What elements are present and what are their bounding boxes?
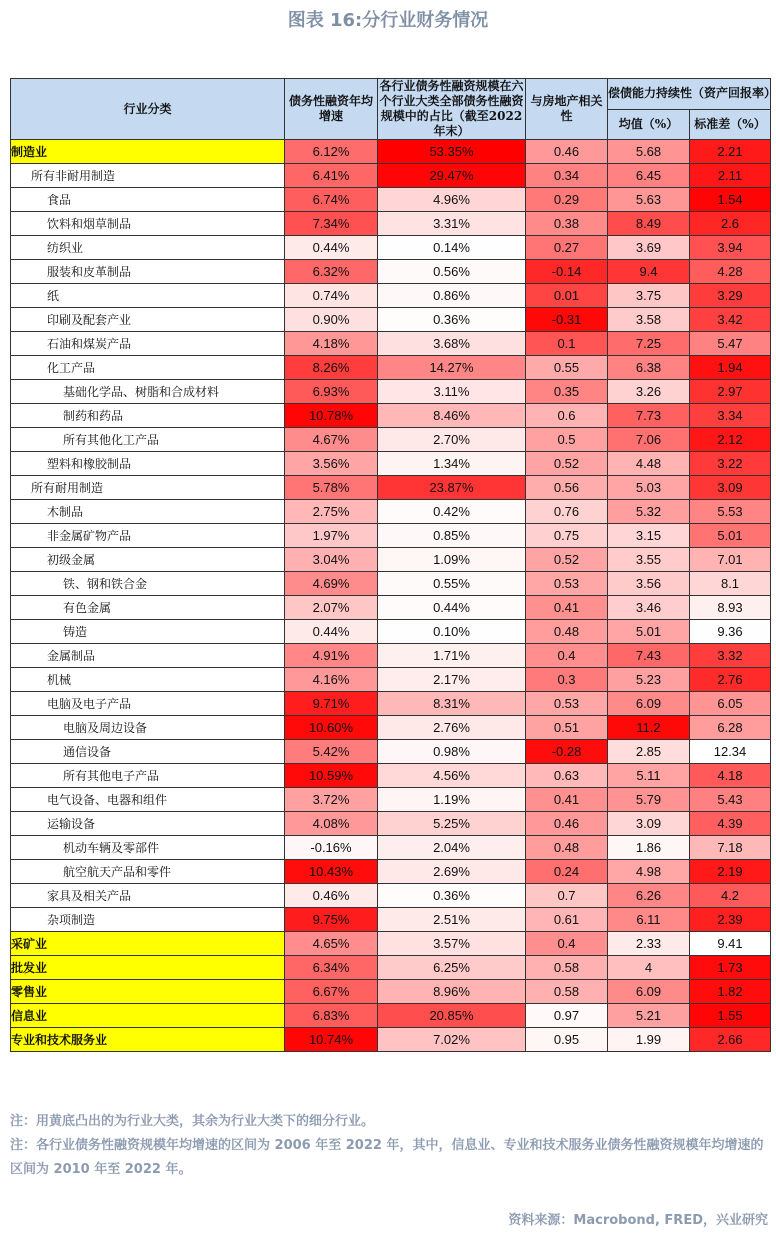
cell-mean: 7.06 bbox=[608, 428, 690, 452]
cell-share: 1.34% bbox=[378, 452, 526, 476]
header-std: 标准差（%） bbox=[690, 109, 771, 140]
cell-growth: 7.34% bbox=[285, 212, 378, 236]
header-solvency: 偿债能力持续性（资产回报率） bbox=[608, 79, 771, 110]
cell-std: 2.76 bbox=[690, 668, 771, 692]
cell-mean: 3.46 bbox=[608, 596, 690, 620]
cell-share: 1.19% bbox=[378, 788, 526, 812]
cell-mean: 2.85 bbox=[608, 740, 690, 764]
industry-name: 制药和药品 bbox=[11, 404, 285, 428]
cell-mean: 5.32 bbox=[608, 500, 690, 524]
cell-share: 14.27% bbox=[378, 356, 526, 380]
cell-growth: 2.75% bbox=[285, 500, 378, 524]
header-mean: 均值（%） bbox=[608, 109, 690, 140]
notes bbox=[10, 1110, 770, 1182]
table-row bbox=[11, 164, 771, 188]
cell-share: 2.76% bbox=[378, 716, 526, 740]
cell-mean: 3.55 bbox=[608, 548, 690, 572]
table-row bbox=[11, 284, 771, 308]
cell-growth: 2.07% bbox=[285, 596, 378, 620]
cell-mean: 4.48 bbox=[608, 452, 690, 476]
table-row bbox=[11, 860, 771, 884]
cell-corr: 0.7 bbox=[526, 884, 608, 908]
cell-corr: 0.55 bbox=[526, 356, 608, 380]
cell-corr: -0.14 bbox=[526, 260, 608, 284]
cell-mean: 5.01 bbox=[608, 620, 690, 644]
cell-mean: 3.09 bbox=[608, 812, 690, 836]
cell-growth: 4.65% bbox=[285, 932, 378, 956]
cell-corr: 0.24 bbox=[526, 860, 608, 884]
cell-share: 3.57% bbox=[378, 932, 526, 956]
cell-share: 8.31% bbox=[378, 692, 526, 716]
cell-corr: 0.01 bbox=[526, 284, 608, 308]
table-row bbox=[11, 572, 771, 596]
industry-name: 机动车辆及零部件 bbox=[11, 836, 285, 860]
cell-corr: 0.41 bbox=[526, 788, 608, 812]
cell-share: 0.44% bbox=[378, 596, 526, 620]
cell-corr: 0.38 bbox=[526, 212, 608, 236]
cell-share: 7.02% bbox=[378, 1028, 526, 1052]
cell-corr: 0.5 bbox=[526, 428, 608, 452]
cell-growth: 0.46% bbox=[285, 884, 378, 908]
cell-corr: 0.56 bbox=[526, 476, 608, 500]
cell-growth: 6.93% bbox=[285, 380, 378, 404]
cell-mean: 3.75 bbox=[608, 284, 690, 308]
table-row bbox=[11, 476, 771, 500]
table-row bbox=[11, 932, 771, 956]
cell-share: 2.04% bbox=[378, 836, 526, 860]
cell-growth: 9.71% bbox=[285, 692, 378, 716]
table-row bbox=[11, 812, 771, 836]
cell-mean: 6.38 bbox=[608, 356, 690, 380]
industry-name: 制造业 bbox=[11, 140, 285, 164]
cell-mean: 3.15 bbox=[608, 524, 690, 548]
table-row bbox=[11, 764, 771, 788]
cell-growth: 6.41% bbox=[285, 164, 378, 188]
cell-share: 0.86% bbox=[378, 284, 526, 308]
cell-mean: 5.21 bbox=[608, 1004, 690, 1028]
cell-std: 1.82 bbox=[690, 980, 771, 1004]
cell-corr: 0.35 bbox=[526, 380, 608, 404]
cell-mean: 11.2 bbox=[608, 716, 690, 740]
industry-name: 铸造 bbox=[11, 620, 285, 644]
table-row bbox=[11, 212, 771, 236]
cell-growth: 1.97% bbox=[285, 524, 378, 548]
cell-std: 3.29 bbox=[690, 284, 771, 308]
cell-growth: 10.59% bbox=[285, 764, 378, 788]
cell-mean: 5.68 bbox=[608, 140, 690, 164]
cell-std: 3.22 bbox=[690, 452, 771, 476]
cell-growth: 3.56% bbox=[285, 452, 378, 476]
cell-corr: 0.52 bbox=[526, 452, 608, 476]
cell-share: 23.87% bbox=[378, 476, 526, 500]
industry-name: 批发业 bbox=[11, 956, 285, 980]
cell-growth: 10.43% bbox=[285, 860, 378, 884]
cell-share: 5.25% bbox=[378, 812, 526, 836]
table-row bbox=[11, 980, 771, 1004]
industry-name: 铁、钢和铁合金 bbox=[11, 572, 285, 596]
table-row bbox=[11, 620, 771, 644]
cell-corr: 0.48 bbox=[526, 836, 608, 860]
table-row bbox=[11, 836, 771, 860]
industry-name: 饮料和烟草制品 bbox=[11, 212, 285, 236]
cell-corr: 0.41 bbox=[526, 596, 608, 620]
cell-mean: 3.58 bbox=[608, 308, 690, 332]
cell-growth: 10.74% bbox=[285, 1028, 378, 1052]
cell-std: 2.97 bbox=[690, 380, 771, 404]
industry-name: 基础化学品、树脂和合成材料 bbox=[11, 380, 285, 404]
cell-mean: 1.86 bbox=[608, 836, 690, 860]
header-corr: 与房地产相关性 bbox=[526, 79, 608, 140]
cell-std: 5.53 bbox=[690, 500, 771, 524]
table-row bbox=[11, 788, 771, 812]
cell-std: 6.05 bbox=[690, 692, 771, 716]
cell-share: 2.69% bbox=[378, 860, 526, 884]
cell-growth: 5.78% bbox=[285, 476, 378, 500]
cell-growth: -0.16% bbox=[285, 836, 378, 860]
table-row bbox=[11, 140, 771, 164]
industry-name: 食品 bbox=[11, 188, 285, 212]
industry-name: 所有非耐用制造 bbox=[11, 164, 285, 188]
cell-mean: 6.45 bbox=[608, 164, 690, 188]
industry-name: 航空航天产品和零件 bbox=[11, 860, 285, 884]
industry-name: 纺织业 bbox=[11, 236, 285, 260]
cell-share: 3.31% bbox=[378, 212, 526, 236]
cell-std: 7.18 bbox=[690, 836, 771, 860]
cell-mean: 6.11 bbox=[608, 908, 690, 932]
industry-name: 通信设备 bbox=[11, 740, 285, 764]
cell-std: 3.32 bbox=[690, 644, 771, 668]
cell-std: 1.73 bbox=[690, 956, 771, 980]
table-row bbox=[11, 452, 771, 476]
cell-growth: 6.74% bbox=[285, 188, 378, 212]
table-row bbox=[11, 740, 771, 764]
cell-std: 8.93 bbox=[690, 596, 771, 620]
industry-name: 电脑及周边设备 bbox=[11, 716, 285, 740]
table-row bbox=[11, 236, 771, 260]
cell-corr: 0.76 bbox=[526, 500, 608, 524]
cell-std: 5.43 bbox=[690, 788, 771, 812]
cell-share: 0.42% bbox=[378, 500, 526, 524]
cell-corr: 0.6 bbox=[526, 404, 608, 428]
industry-name: 化工产品 bbox=[11, 356, 285, 380]
cell-share: 3.68% bbox=[378, 332, 526, 356]
cell-growth: 0.90% bbox=[285, 308, 378, 332]
industry-name: 有色金属 bbox=[11, 596, 285, 620]
table-row bbox=[11, 548, 771, 572]
table-row bbox=[11, 308, 771, 332]
industry-name: 杂项制造 bbox=[11, 908, 285, 932]
cell-share: 2.51% bbox=[378, 908, 526, 932]
cell-corr: 0.48 bbox=[526, 620, 608, 644]
cell-mean: 4.98 bbox=[608, 860, 690, 884]
industry-name: 所有其他电子产品 bbox=[11, 764, 285, 788]
cell-corr: 0.97 bbox=[526, 1004, 608, 1028]
cell-growth: 4.08% bbox=[285, 812, 378, 836]
cell-share: 8.96% bbox=[378, 980, 526, 1004]
industry-name: 石油和煤炭产品 bbox=[11, 332, 285, 356]
cell-mean: 1.99 bbox=[608, 1028, 690, 1052]
cell-growth: 6.32% bbox=[285, 260, 378, 284]
cell-growth: 3.04% bbox=[285, 548, 378, 572]
cell-corr: 0.46 bbox=[526, 140, 608, 164]
cell-corr: 0.51 bbox=[526, 716, 608, 740]
table-row bbox=[11, 668, 771, 692]
cell-std: 3.94 bbox=[690, 236, 771, 260]
industry-name: 服装和皮革制品 bbox=[11, 260, 285, 284]
cell-corr: 0.27 bbox=[526, 236, 608, 260]
table-row bbox=[11, 596, 771, 620]
industry-financial-table bbox=[10, 78, 776, 1052]
table-row bbox=[11, 380, 771, 404]
industry-name: 专业和技术服务业 bbox=[11, 1028, 285, 1052]
cell-corr: 0.4 bbox=[526, 644, 608, 668]
cell-share: 3.11% bbox=[378, 380, 526, 404]
cell-growth: 6.12% bbox=[285, 140, 378, 164]
cell-growth: 4.16% bbox=[285, 668, 378, 692]
cell-mean: 4 bbox=[608, 956, 690, 980]
cell-share: 1.09% bbox=[378, 548, 526, 572]
cell-share: 0.56% bbox=[378, 260, 526, 284]
cell-share: 1.71% bbox=[378, 644, 526, 668]
cell-share: 0.36% bbox=[378, 884, 526, 908]
cell-corr: 0.34 bbox=[526, 164, 608, 188]
table-row bbox=[11, 428, 771, 452]
cell-share: 4.56% bbox=[378, 764, 526, 788]
cell-mean: 9.4 bbox=[608, 260, 690, 284]
table-row bbox=[11, 908, 771, 932]
cell-std: 3.34 bbox=[690, 404, 771, 428]
source-line: 资料来源：Macrobond, FRED，兴业研究 bbox=[508, 1213, 768, 1228]
cell-share: 8.46% bbox=[378, 404, 526, 428]
cell-mean: 7.25 bbox=[608, 332, 690, 356]
cell-std: 1.54 bbox=[690, 188, 771, 212]
cell-growth: 6.67% bbox=[285, 980, 378, 1004]
cell-std: 2.66 bbox=[690, 1028, 771, 1052]
cell-std: 4.28 bbox=[690, 260, 771, 284]
cell-share: 0.14% bbox=[378, 236, 526, 260]
cell-std: 9.36 bbox=[690, 620, 771, 644]
industry-name: 塑料和橡胶制品 bbox=[11, 452, 285, 476]
note-1: 注：用黄底凸出的为行业大类，其余为行业大类下的细分行业。 bbox=[10, 1114, 375, 1129]
cell-std: 4.2 bbox=[690, 884, 771, 908]
cell-std: 1.55 bbox=[690, 1004, 771, 1028]
cell-share: 0.55% bbox=[378, 572, 526, 596]
table-row bbox=[11, 332, 771, 356]
cell-corr: 0.29 bbox=[526, 188, 608, 212]
table-row bbox=[11, 884, 771, 908]
cell-corr: 0.63 bbox=[526, 764, 608, 788]
cell-std: 8.1 bbox=[690, 572, 771, 596]
cell-growth: 4.67% bbox=[285, 428, 378, 452]
cell-growth: 10.78% bbox=[285, 404, 378, 428]
industry-name: 家具及相关产品 bbox=[11, 884, 285, 908]
cell-growth: 5.42% bbox=[285, 740, 378, 764]
cell-share: 29.47% bbox=[378, 164, 526, 188]
industry-name: 金属制品 bbox=[11, 644, 285, 668]
industry-name: 机械 bbox=[11, 668, 285, 692]
industry-name: 运输设备 bbox=[11, 812, 285, 836]
header-growth: 债务性融资年均增速 bbox=[285, 79, 378, 140]
cell-share: 53.35% bbox=[378, 140, 526, 164]
cell-std: 2.11 bbox=[690, 164, 771, 188]
cell-corr: 0.75 bbox=[526, 524, 608, 548]
industry-name: 印刷及配套产业 bbox=[11, 308, 285, 332]
cell-std: 2.19 bbox=[690, 860, 771, 884]
cell-share: 20.85% bbox=[378, 1004, 526, 1028]
cell-corr: 0.46 bbox=[526, 812, 608, 836]
cell-std: 5.47 bbox=[690, 332, 771, 356]
cell-std: 4.39 bbox=[690, 812, 771, 836]
cell-mean: 2.33 bbox=[608, 932, 690, 956]
cell-corr: 0.58 bbox=[526, 956, 608, 980]
header-industry: 行业分类 bbox=[11, 79, 285, 140]
cell-share: 6.25% bbox=[378, 956, 526, 980]
table-row bbox=[11, 404, 771, 428]
cell-growth: 4.69% bbox=[285, 572, 378, 596]
cell-std: 1.94 bbox=[690, 356, 771, 380]
cell-std: 2.6 bbox=[690, 212, 771, 236]
cell-corr: 0.58 bbox=[526, 980, 608, 1004]
figure-title: 图表 16:分行业财务情况 bbox=[287, 10, 489, 31]
table-row bbox=[11, 260, 771, 284]
cell-growth: 3.72% bbox=[285, 788, 378, 812]
table-row bbox=[11, 356, 771, 380]
industry-name: 采矿业 bbox=[11, 932, 285, 956]
cell-corr: 0.4 bbox=[526, 932, 608, 956]
cell-std: 7.01 bbox=[690, 548, 771, 572]
industry-name: 电脑及电子产品 bbox=[11, 692, 285, 716]
cell-mean: 6.09 bbox=[608, 692, 690, 716]
cell-mean: 5.11 bbox=[608, 764, 690, 788]
cell-std: 12.34 bbox=[690, 740, 771, 764]
cell-share: 2.17% bbox=[378, 668, 526, 692]
table-row bbox=[11, 500, 771, 524]
industry-name: 所有耐用制造 bbox=[11, 476, 285, 500]
industry-name: 非金属矿物产品 bbox=[11, 524, 285, 548]
industry-name: 信息业 bbox=[11, 1004, 285, 1028]
cell-growth: 8.26% bbox=[285, 356, 378, 380]
cell-corr: 0.1 bbox=[526, 332, 608, 356]
cell-growth: 6.34% bbox=[285, 956, 378, 980]
industry-name: 初级金属 bbox=[11, 548, 285, 572]
cell-share: 0.36% bbox=[378, 308, 526, 332]
cell-growth: 6.83% bbox=[285, 1004, 378, 1028]
cell-mean: 8.49 bbox=[608, 212, 690, 236]
cell-mean: 7.43 bbox=[608, 644, 690, 668]
cell-std: 3.09 bbox=[690, 476, 771, 500]
cell-mean: 3.56 bbox=[608, 572, 690, 596]
table-row bbox=[11, 716, 771, 740]
cell-share: 0.85% bbox=[378, 524, 526, 548]
table-row bbox=[11, 188, 771, 212]
cell-std: 4.18 bbox=[690, 764, 771, 788]
cell-corr: 0.3 bbox=[526, 668, 608, 692]
cell-corr: 0.53 bbox=[526, 692, 608, 716]
cell-corr: 0.95 bbox=[526, 1028, 608, 1052]
cell-share: 0.10% bbox=[378, 620, 526, 644]
cell-corr: 0.53 bbox=[526, 572, 608, 596]
cell-mean: 5.79 bbox=[608, 788, 690, 812]
cell-growth: 4.91% bbox=[285, 644, 378, 668]
table-row bbox=[11, 644, 771, 668]
cell-mean: 5.23 bbox=[608, 668, 690, 692]
table-row bbox=[11, 692, 771, 716]
cell-share: 2.70% bbox=[378, 428, 526, 452]
cell-std: 6.28 bbox=[690, 716, 771, 740]
note-2: 注：各行业债务性融资规模年均增速的区间为 2006 年至 2022 年，其中，信息业、专业和技术服务业债务性融资规模年均增速的区间为 2010 年至 2022 年。 bbox=[10, 1138, 764, 1177]
cell-std: 2.21 bbox=[690, 140, 771, 164]
header-share: 各行业债务性融资规模在六个行业大类全部债务性融资规模中的占比（截至2022年末） bbox=[379, 79, 524, 138]
cell-corr: -0.31 bbox=[526, 308, 608, 332]
cell-std: 9.41 bbox=[690, 932, 771, 956]
cell-growth: 0.44% bbox=[285, 236, 378, 260]
cell-share: 4.96% bbox=[378, 188, 526, 212]
cell-share: 0.98% bbox=[378, 740, 526, 764]
cell-std: 5.01 bbox=[690, 524, 771, 548]
table-row bbox=[11, 956, 771, 980]
cell-std: 2.39 bbox=[690, 908, 771, 932]
cell-corr: -0.28 bbox=[526, 740, 608, 764]
industry-name: 纸 bbox=[11, 284, 285, 308]
cell-std: 2.12 bbox=[690, 428, 771, 452]
industry-name: 木制品 bbox=[11, 500, 285, 524]
cell-mean: 7.73 bbox=[608, 404, 690, 428]
cell-mean: 3.26 bbox=[608, 380, 690, 404]
cell-mean: 6.26 bbox=[608, 884, 690, 908]
cell-mean: 6.09 bbox=[608, 980, 690, 1004]
cell-mean: 5.03 bbox=[608, 476, 690, 500]
table-row bbox=[11, 524, 771, 548]
industry-name: 电气设备、电器和组件 bbox=[11, 788, 285, 812]
cell-mean: 3.69 bbox=[608, 236, 690, 260]
industry-name: 零售业 bbox=[11, 980, 285, 1004]
cell-mean: 5.63 bbox=[608, 188, 690, 212]
table-row bbox=[11, 1028, 771, 1052]
cell-growth: 9.75% bbox=[285, 908, 378, 932]
table-row bbox=[11, 1004, 771, 1028]
cell-growth: 4.18% bbox=[285, 332, 378, 356]
industry-name: 所有其他化工产品 bbox=[11, 428, 285, 452]
cell-corr: 0.52 bbox=[526, 548, 608, 572]
cell-growth: 0.44% bbox=[285, 620, 378, 644]
cell-growth: 0.74% bbox=[285, 284, 378, 308]
cell-growth: 10.60% bbox=[285, 716, 378, 740]
cell-std: 3.42 bbox=[690, 308, 771, 332]
cell-corr: 0.61 bbox=[526, 908, 608, 932]
